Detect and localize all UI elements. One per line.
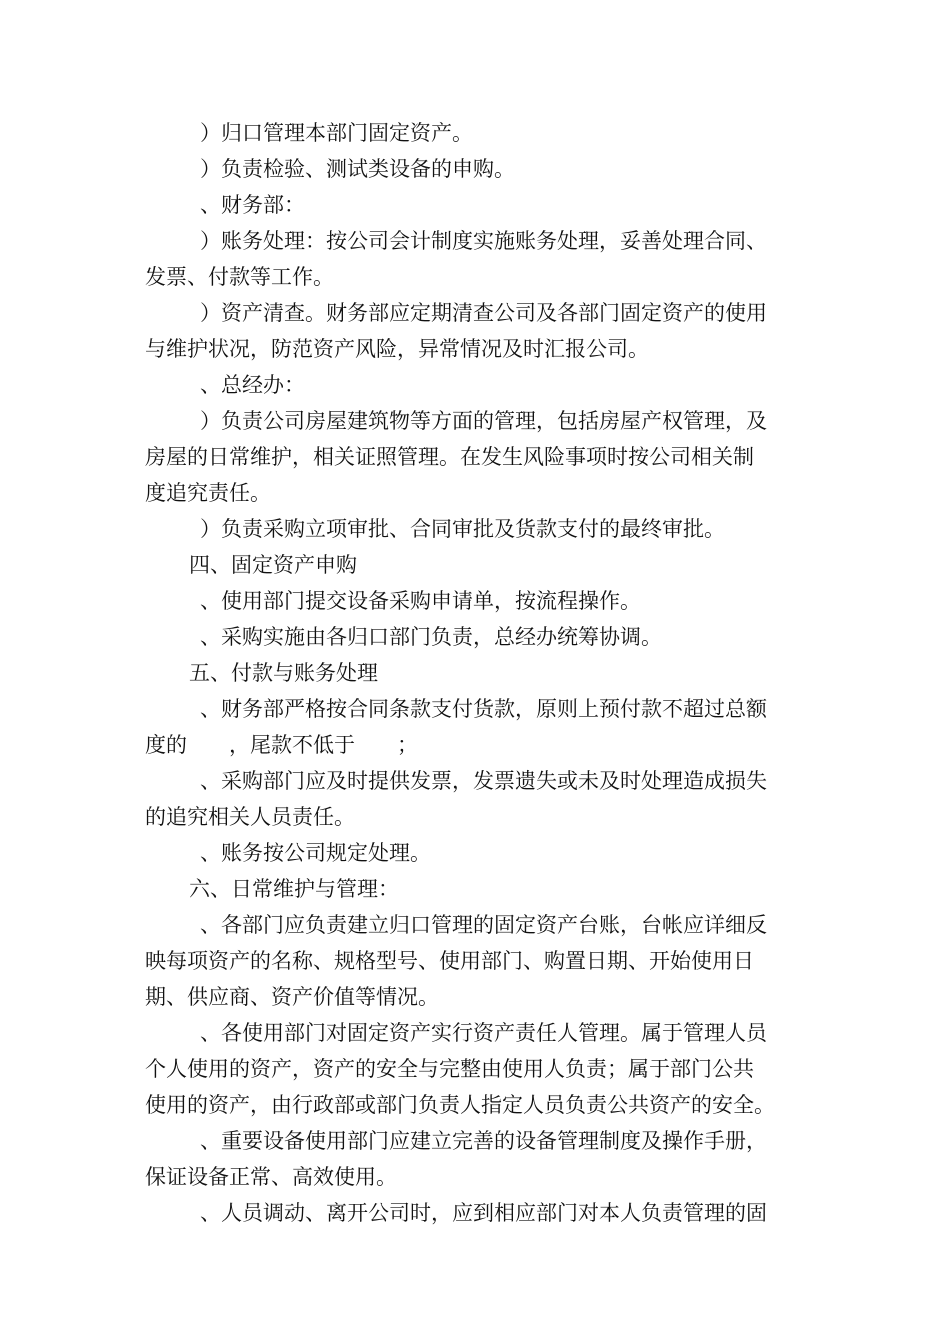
text-line: ）账务处理：按公司会计制度实施账务处理，妥善处理合同、 — [200, 229, 767, 253]
text-line: ）负责采购立项审批、合同审批及货款支付的最终审批。 — [200, 517, 725, 541]
text-line: 房屋的日常维护，相关证照管理。在发生风险事项时按公司相关制 — [145, 445, 754, 469]
text-line: 六、日常维护与管理： — [189, 877, 399, 901]
text-line: ）负责公司房屋建筑物等方面的管理，包括房屋产权管理，及 — [200, 409, 767, 433]
text-line: 、采购实施由各归口部门负责，总经办统筹协调。 — [200, 625, 662, 649]
text-line: 映每项资产的名称、规格型号、使用部门、购置日期、开始使用日 — [145, 949, 754, 973]
text-line: 、财务部： — [200, 193, 305, 217]
text-line: 、总经办： — [200, 373, 305, 397]
text-line: 四、固定资产申购 — [189, 553, 357, 577]
text-line: ）负责检验、测试类设备的申购。 — [200, 157, 515, 181]
text-line: 五、付款与账务处理 — [189, 661, 378, 685]
text-line: 、财务部严格按合同条款支付货款，原则上预付款不超过总额 — [200, 697, 767, 721]
text-line: 、各部门应负责建立归口管理的固定资产台账，台帐应详细反 — [200, 913, 767, 937]
text-line: 发票、付款等工作。 — [145, 265, 334, 289]
document-page — [145, 115, 810, 1231]
text-line: 个人使用的资产，资产的安全与完整由使用人负责；属于部门公共 — [145, 1057, 754, 1081]
text-line: 、账务按公司规定处理。 — [200, 841, 431, 865]
text-line: 、人员调动、离开公司时，应到相应部门对本人负责管理的固 — [200, 1201, 767, 1225]
text-line: 度追究责任。 — [145, 481, 271, 505]
text-line: 期、供应商、资产价值等情况。 — [145, 985, 439, 1009]
text-line: 保证设备正常、高效使用。 — [145, 1165, 397, 1189]
text-line: 、重要设备使用部门应建立完善的设备管理制度及操作手册， — [200, 1129, 767, 1153]
text-line: 使用的资产，由行政部或部门负责人指定人员负责公共资产的安全。 — [145, 1093, 775, 1117]
text-line: 与维护状况，防范资产风险，异常情况及时汇报公司。 — [145, 337, 649, 361]
text-line: ）归口管理本部门固定资产。 — [200, 121, 473, 145]
text-line: 、使用部门提交设备采购申请单，按流程操作。 — [200, 589, 641, 613]
text-line: 、采购部门应及时提供发票，发票遗失或未及时处理造成损失 — [200, 769, 767, 793]
text-line: ）资产清查。财务部应定期清查公司及各部门固定资产的使用 — [200, 301, 767, 325]
text-line: 的追究相关人员责任。 — [145, 805, 355, 829]
text-line: 度的 ，尾款不低于 ； — [145, 733, 418, 757]
text-line: 、各使用部门对固定资产实行资产责任人管理。属于管理人员 — [200, 1021, 767, 1045]
